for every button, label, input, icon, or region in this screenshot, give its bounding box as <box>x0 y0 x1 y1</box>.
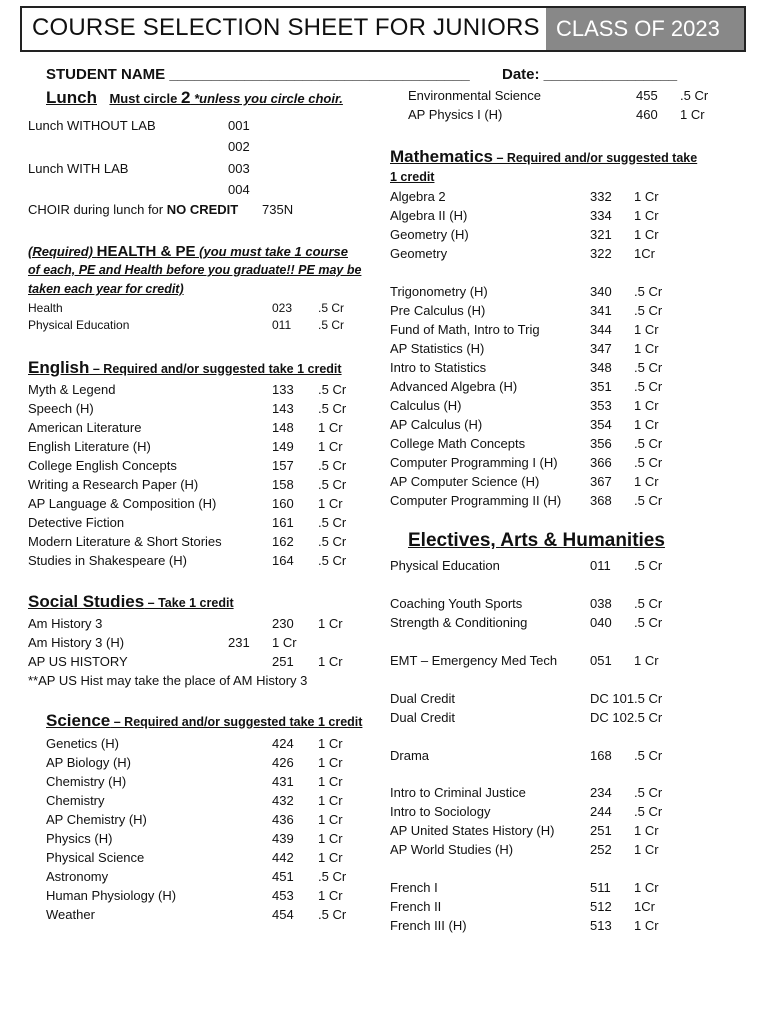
course-credit: 1 Cr <box>634 417 659 432</box>
course-name: French III (H) <box>390 918 467 933</box>
course-credit: 1 Cr <box>634 823 659 838</box>
course-name: Health <box>28 301 63 315</box>
course-name: AP Biology (H) <box>46 755 132 770</box>
course-name: Dual Credit <box>390 691 456 706</box>
course-code: 426 <box>272 755 294 770</box>
course-code: 455 <box>636 88 658 103</box>
course-name: French II <box>390 899 442 914</box>
course-code: 332 <box>590 189 612 204</box>
course-code: 454 <box>272 907 294 922</box>
course-credit: 1 Cr <box>634 474 659 489</box>
page-title: COURSE SELECTION SHEET FOR JUNIORS <box>32 14 540 41</box>
course-credit: 1 Cr <box>634 322 659 337</box>
course-credit: .5 Cr <box>634 615 663 630</box>
course-credit: .5 Cr <box>318 477 347 492</box>
course-credit: .5 Cr <box>318 553 347 568</box>
course-name: AP Statistics (H) <box>390 341 485 356</box>
course-credit: 1 Cr <box>318 831 343 846</box>
course-credit: 1 Cr <box>634 653 659 668</box>
english-title: English <box>28 358 90 377</box>
course-name: Human Physiology (H) <box>46 888 177 903</box>
course-credit: .5 Cr <box>634 596 663 611</box>
course-code: 439 <box>272 831 294 846</box>
course-code: 341 <box>590 303 612 318</box>
course-credit: 1 Cr <box>318 812 343 827</box>
course-credit: 1 Cr <box>634 208 659 223</box>
choir-no-credit: NO CREDIT <box>166 202 239 217</box>
course-credit: .5 Cr <box>634 284 663 299</box>
course-credit: .5 Cr <box>634 303 663 318</box>
course-code: 143 <box>272 401 294 416</box>
course-code: 366 <box>590 455 612 470</box>
course-code: 354 <box>590 417 612 432</box>
course-name: Am History 3 <box>28 616 103 631</box>
course-name: AP US HISTORY <box>28 654 128 669</box>
course-name: EMT – Emergency Med Tech <box>390 653 558 668</box>
course-name: French I <box>390 880 438 895</box>
course-code: 442 <box>272 850 294 865</box>
lunch-heading <box>46 88 343 108</box>
english-heading <box>28 358 342 378</box>
course-credit: .5 Cr <box>634 748 663 763</box>
course-name: Geometry <box>390 246 448 261</box>
course-credit: .5 Cr <box>318 869 347 884</box>
course-credit: .5 Cr <box>318 907 347 922</box>
course-code: 453 <box>272 888 294 903</box>
course-name: Intro to Sociology <box>390 804 491 819</box>
science-title: Science <box>46 711 111 730</box>
course-code: 157 <box>272 458 294 473</box>
course-name: AP United States History (H) <box>390 823 555 838</box>
course-code: 038 <box>590 596 612 611</box>
course-name: Modern Literature & Short Stories <box>28 534 222 549</box>
course-code: 460 <box>636 107 658 122</box>
course-name: Astronomy <box>46 869 109 884</box>
course-name: Algebra II (H) <box>390 208 468 223</box>
course-name: Chemistry <box>46 793 105 808</box>
health-heading <box>28 243 348 260</box>
course-code: 158 <box>272 477 294 492</box>
course-code: 234 <box>590 785 612 800</box>
course-code: 002 <box>228 139 250 154</box>
course-code: 040 <box>590 615 612 630</box>
course-code: 051 <box>590 653 612 668</box>
course-code: DC 101 <box>590 691 635 706</box>
english-subtitle: – Required and/or suggested take 1 credit <box>89 362 342 376</box>
class-badge: CLASS OF 2023 <box>546 8 744 50</box>
course-name: Physical Science <box>46 850 145 865</box>
course-credit: .5 Cr <box>634 436 663 451</box>
course-code: 252 <box>590 842 612 857</box>
course-code: 351 <box>590 379 612 394</box>
course-credit: .5 Cr <box>318 301 345 315</box>
course-code: 356 <box>590 436 612 451</box>
course-code: 011 <box>272 318 292 332</box>
course-code: 251 <box>272 654 294 669</box>
math-title: Mathematics <box>390 147 493 166</box>
course-code: 231 <box>228 635 250 650</box>
course-credit: 1 Cr <box>318 496 343 511</box>
course-code: 451 <box>272 869 294 884</box>
course-name: Intro to Criminal Justice <box>390 785 526 800</box>
course-credit: 1 Cr <box>318 616 343 631</box>
social-note: **AP US Hist may take the place of AM History 3 <box>28 673 308 688</box>
course-credit: 1 Cr <box>318 755 343 770</box>
course-credit: .5 Cr <box>634 379 663 394</box>
course-name: AP Computer Science (H) <box>390 474 540 489</box>
course-name: Intro to Statistics <box>390 360 487 375</box>
course-name: Weather <box>46 907 95 922</box>
choir-option[interactable] <box>28 202 238 221</box>
course-name: Myth & Legend <box>28 382 116 397</box>
course-credit: 1Cr <box>634 246 655 261</box>
science-heading <box>46 711 362 731</box>
course-credit: .5 Cr <box>634 360 663 375</box>
course-name: Strength & Conditioning <box>390 615 528 630</box>
course-code: 347 <box>590 341 612 356</box>
course-name: Trigonometry (H) <box>390 284 488 299</box>
course-code: 511 <box>590 880 611 895</box>
course-credit: 1Cr <box>634 899 655 914</box>
course-name: AP Physics I (H) <box>408 107 503 122</box>
course-credit: 1 Cr <box>634 398 659 413</box>
health-note-2: of each, PE and Health before you graduate!! PE may be <box>28 263 362 277</box>
course-credit: .5 Cr <box>680 88 709 103</box>
course-name: American Literature <box>28 420 142 435</box>
health-title: HEALTH & PE <box>96 243 196 260</box>
course-credit: .5 Cr <box>634 804 663 819</box>
course-code: 168 <box>590 748 612 763</box>
course-credit: 1 Cr <box>318 420 343 435</box>
course-code: 340 <box>590 284 612 299</box>
course-credit: 1 Cr <box>634 842 659 857</box>
social-title: Social Studies <box>28 592 145 611</box>
course-code: 251 <box>590 823 612 838</box>
course-code: DC 102 <box>590 710 635 725</box>
course-credit: 1 Cr <box>634 341 659 356</box>
course-name: Am History 3 (H) <box>28 635 125 650</box>
course-credit: .5 Cr <box>634 691 663 706</box>
course-credit: .5 Cr <box>318 515 347 530</box>
course-name: Chemistry (H) <box>46 774 127 789</box>
course-name: College Math Concepts <box>390 436 526 451</box>
course-name: Pre Calculus (H) <box>390 303 486 318</box>
course-code: 334 <box>590 208 612 223</box>
course-name: Advanced Algebra (H) <box>390 379 518 394</box>
course-code: 003 <box>228 161 250 176</box>
course-name: Coaching Youth Sports <box>390 596 523 611</box>
course-code: 148 <box>272 420 294 435</box>
course-credit: .5 Cr <box>634 558 663 573</box>
course-credit: 1 Cr <box>680 107 705 122</box>
health-note-1: (you must take 1 course <box>195 244 348 259</box>
course-name: Physical Education <box>390 558 500 573</box>
course-name: Studies in Shakespeare (H) <box>28 553 187 568</box>
course-name: Algebra 2 <box>390 189 446 204</box>
course-code: 368 <box>590 493 612 508</box>
course-code: 004 <box>228 182 250 197</box>
course-name: Computer Programming I (H) <box>390 455 558 470</box>
health-required: (Required) <box>28 244 97 259</box>
course-name: AP World Studies (H) <box>390 842 514 857</box>
lunch-note-a: Must circle <box>109 91 181 106</box>
course-credit: .5 Cr <box>318 458 347 473</box>
course-code: 424 <box>272 736 294 751</box>
math-heading <box>390 147 697 167</box>
course-name: Genetics (H) <box>46 736 119 751</box>
course-credit: 1 Cr <box>634 189 659 204</box>
course-name: Computer Programming II (H) <box>390 493 562 508</box>
course-credit: 1 Cr <box>318 654 343 669</box>
science-subtitle: – Required and/or suggested take 1 credit <box>110 715 363 729</box>
course-credit: .5 Cr <box>634 710 663 725</box>
course-credit: 1 Cr <box>272 635 297 650</box>
course-name: Drama <box>390 748 430 763</box>
lunch-note-num: 2 <box>180 88 191 107</box>
course-code: 164 <box>272 553 294 568</box>
course-code: 244 <box>590 804 612 819</box>
course-code: 011 <box>590 558 611 573</box>
course-name: AP Calculus (H) <box>390 417 483 432</box>
course-credit: .5 Cr <box>318 534 347 549</box>
course-code: 001 <box>228 118 250 133</box>
social-heading <box>28 592 234 612</box>
course-name: AP Chemistry (H) <box>46 812 147 827</box>
course-credit: .5 Cr <box>634 493 663 508</box>
course-name: College English Concepts <box>28 458 177 473</box>
course-name: Environmental Science <box>408 88 541 103</box>
course-name: Geometry (H) <box>390 227 469 242</box>
course-credit: 1 Cr <box>634 918 659 933</box>
course-name: Lunch WITHOUT LAB <box>28 118 156 133</box>
course-name: Physics (H) <box>46 831 113 846</box>
math-subtitle-2: 1 credit <box>390 170 435 184</box>
course-credit: 1 Cr <box>318 850 343 865</box>
lunch-note <box>109 88 343 107</box>
social-subtitle: – Take 1 credit <box>144 596 234 610</box>
course-code: 162 <box>272 534 294 549</box>
course-code: 513 <box>590 918 612 933</box>
choir-label: CHOIR during lunch for <box>28 202 167 217</box>
choir-code: 735N <box>262 202 294 217</box>
course-code: 367 <box>590 474 612 489</box>
course-credit: .5 Cr <box>634 455 663 470</box>
course-name: Writing a Research Paper (H) <box>28 477 199 492</box>
math-subtitle: – Required and/or suggested take <box>492 151 698 165</box>
course-name: Lunch WITH LAB <box>28 161 129 176</box>
course-credit: .5 Cr <box>318 318 345 332</box>
course-code: 322 <box>590 246 612 261</box>
course-credit: 1 Cr <box>634 227 659 242</box>
course-code: 321 <box>590 227 612 242</box>
course-name: Physical Education <box>28 318 130 332</box>
course-name: Speech (H) <box>28 401 94 416</box>
course-code: 353 <box>590 398 612 413</box>
course-credit: 1 Cr <box>318 774 343 789</box>
course-credit: .5 Cr <box>318 382 347 397</box>
course-code: 161 <box>272 515 294 530</box>
course-code: 431 <box>272 774 294 789</box>
course-credit: 1 Cr <box>634 880 659 895</box>
course-credit: .5 Cr <box>634 785 663 800</box>
course-name: Detective Fiction <box>28 515 125 530</box>
course-code: 133 <box>272 382 294 397</box>
course-credit: 1 Cr <box>318 439 343 454</box>
course-code: 344 <box>590 322 612 337</box>
course-credit: 1 Cr <box>318 736 343 751</box>
course-name: Fund of Math, Intro to Trig <box>390 322 540 337</box>
course-credit: 1 Cr <box>318 793 343 808</box>
lunch-title: Lunch <box>46 88 97 107</box>
course-code: 512 <box>590 899 612 914</box>
course-code: 436 <box>272 812 294 827</box>
course-credit: 1 Cr <box>318 888 343 903</box>
course-code: 023 <box>272 301 293 315</box>
course-code: 230 <box>272 616 294 631</box>
health-note-3: taken each year for credit) <box>28 282 184 296</box>
course-code: 149 <box>272 439 294 454</box>
course-name: AP Language & Composition (H) <box>28 496 217 511</box>
course-credit: .5 Cr <box>318 401 347 416</box>
course-code: 160 <box>272 496 294 511</box>
course-name: Dual Credit <box>390 710 456 725</box>
course-name: Calculus (H) <box>390 398 462 413</box>
student-name-field[interactable]: STUDENT NAME ____________________________________ <box>46 66 470 83</box>
date-field[interactable]: Date: ________________ <box>502 66 678 83</box>
course-name: English Literature (H) <box>28 439 151 454</box>
course-code: 432 <box>272 793 294 808</box>
lunch-note-b: *unless you circle choir. <box>190 91 343 106</box>
electives-title: Electives, Arts & Humanities <box>408 530 665 551</box>
course-code: 348 <box>590 360 612 375</box>
